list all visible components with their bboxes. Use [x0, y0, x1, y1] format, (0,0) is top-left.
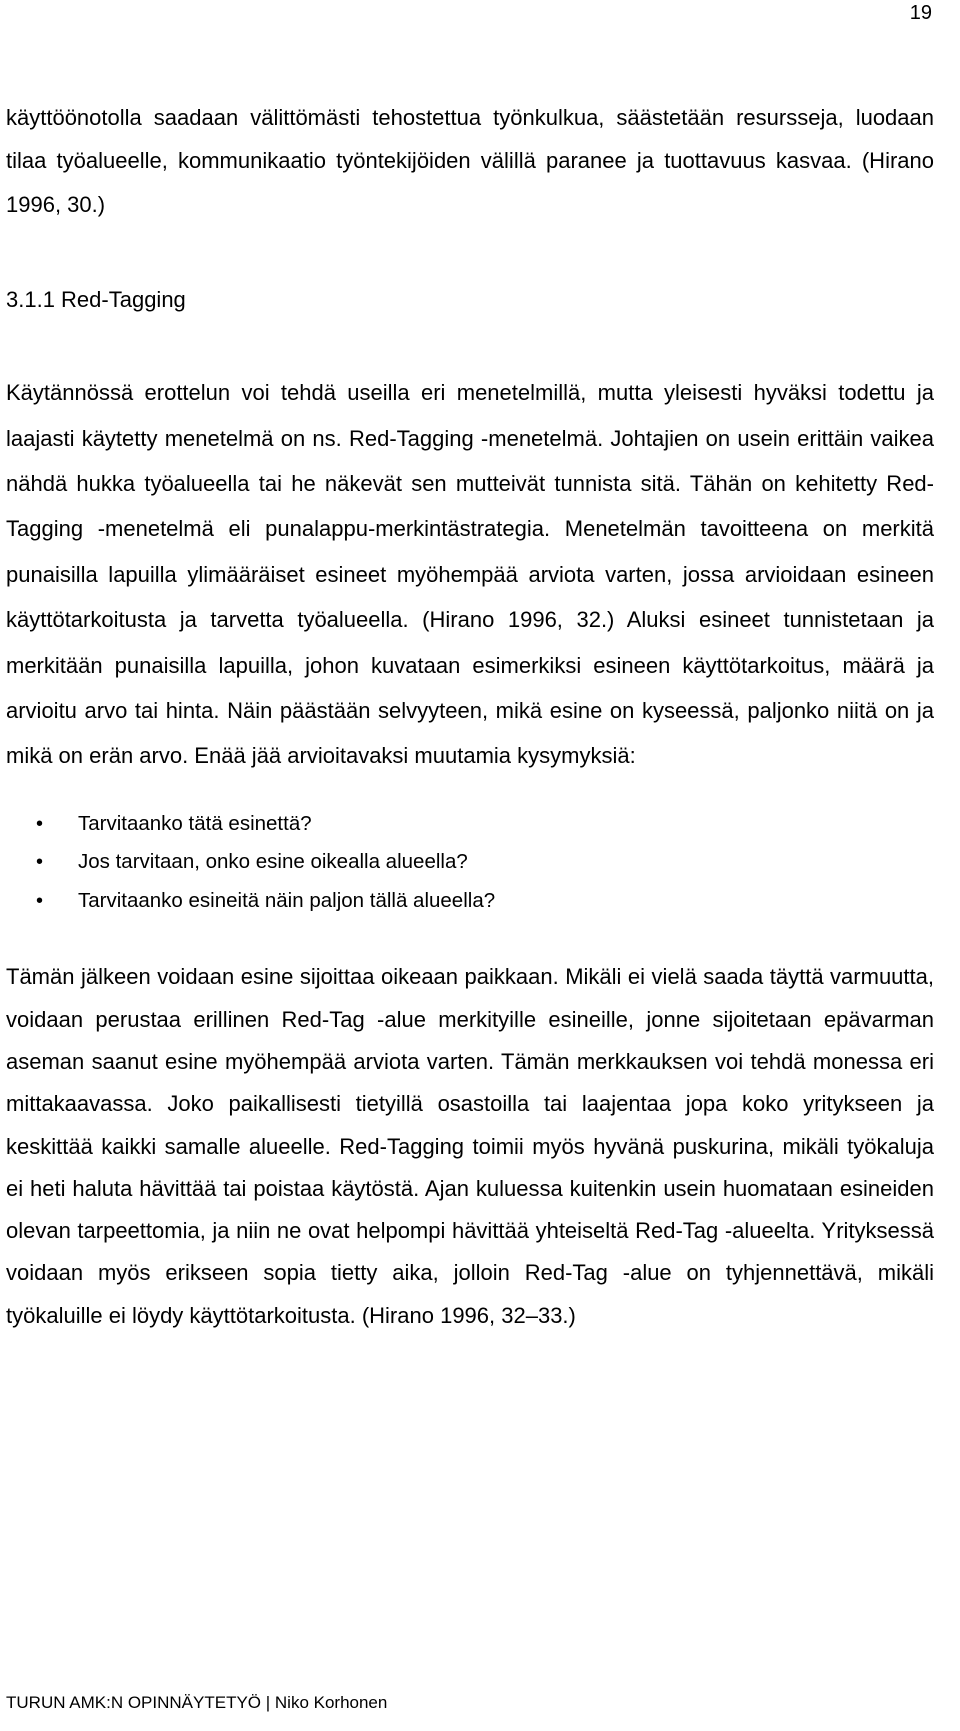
- list-item: [6, 843, 934, 882]
- bullet-icon: •: [36, 889, 44, 912]
- intro-paragraph: käyttöönotolla saadaan välittömästi tehostettua työnkulkua, säästetään resursseja, luodaan tilaa työalueelle, kommunikaatio työntekijöiden välillä paranee ja tuottavuus kasvaa. (Hirano 1996, 30.): [6, 105, 934, 217]
- question-list: [6, 805, 934, 921]
- page-number: 19: [909, 2, 932, 24]
- list-item: [6, 805, 934, 844]
- after-list-paragraph: Tämän jälkeen voidaan esine sijoittaa oikeaan paikkaan. Mikäli ei vielä saada täyttä varmuutta, voidaan perustaa erillinen Red-Tag -alue merkityille esineille, jonne sijoitetaan epävarman aseman saanut esine myöhempää arviota varten. Tämän merkkauksen voi tehdä monessa eri mittakaavassa. Joko paikallisesti tietyillä osastoilla tai laajentaa jopa koko yritykseen ja keskittää kaikki samalle alueelle. Red-Tagging toimii myös hyvänä puskurina, mikäli työkaluja ei heti haluta hävittää tai poistaa käytöstä. Ajan kuluessa kuitenkin usein huomataan esineiden olevan tarpeettomia, ja niin ne ovat helpompi hävittää yhteiseltä Red-Tag -alueelta. Yrityksessä voidaan myös erikseen sopia tietty aika, jolloin Red-Tag -alue on tyhjennettävä, mikäli työkaluille ei löydy käyttötarkoitusta. (Hirano 1996, 32–33.): [6, 964, 934, 1328]
- red-tagging-paragraph: Käytännössä erottelun voi tehdä useilla eri menetelmillä, mutta yleisesti hyväksi todettu ja laajasti käytetty menetelmä on ns. Red-Tagging -menetelmä. Johtajien on usein erittäin vaikea nähdä hukka työalueella tai he näkevät sen mutteivät tunnista sitä. Tähän on kehitetty Red-Tagging -menetelmä eli punalappu-merkintästrategia. Menetelmän tavoitteena on merkitä punaisilla lapuilla ylimääräiset esineet myöhempää arviota varten, jossa arvioidaan esineen käyttötarkoitusta ja tarvetta työalueella. (Hirano 1996, 32.) Aluksi esineet tunnistetaan ja merkitään punaisilla lapuilla, johon kuvataan esimerkiksi esineen käyttötarkoitus, määrä ja arvioitu arvo tai hinta. Näin päästään selvyyteen, mikä esine on kyseessä, paljonko niitä on ja mikä on erän arvo. Enää jää arvioitavaksi muutamia kysymyksiä:: [6, 380, 934, 769]
- list-item-text: Jos tarvitaan, onko esine oikealla alueella?: [78, 850, 468, 874]
- list-item: [6, 882, 934, 921]
- list-item-text: Tarvitaanko tätä esinettä?: [78, 811, 312, 835]
- bullet-icon: •: [36, 812, 44, 835]
- page-content: [6, 96, 934, 1337]
- bullet-icon: •: [36, 851, 44, 874]
- list-item-text: Tarvitaanko esineitä näin paljon tällä alueella?: [78, 888, 496, 912]
- section-heading: 3.1.1 Red-Tagging: [6, 287, 186, 313]
- footer: TURUN AMK:N OPINNÄYTETYÖ | Niko Korhonen: [6, 1693, 388, 1712]
